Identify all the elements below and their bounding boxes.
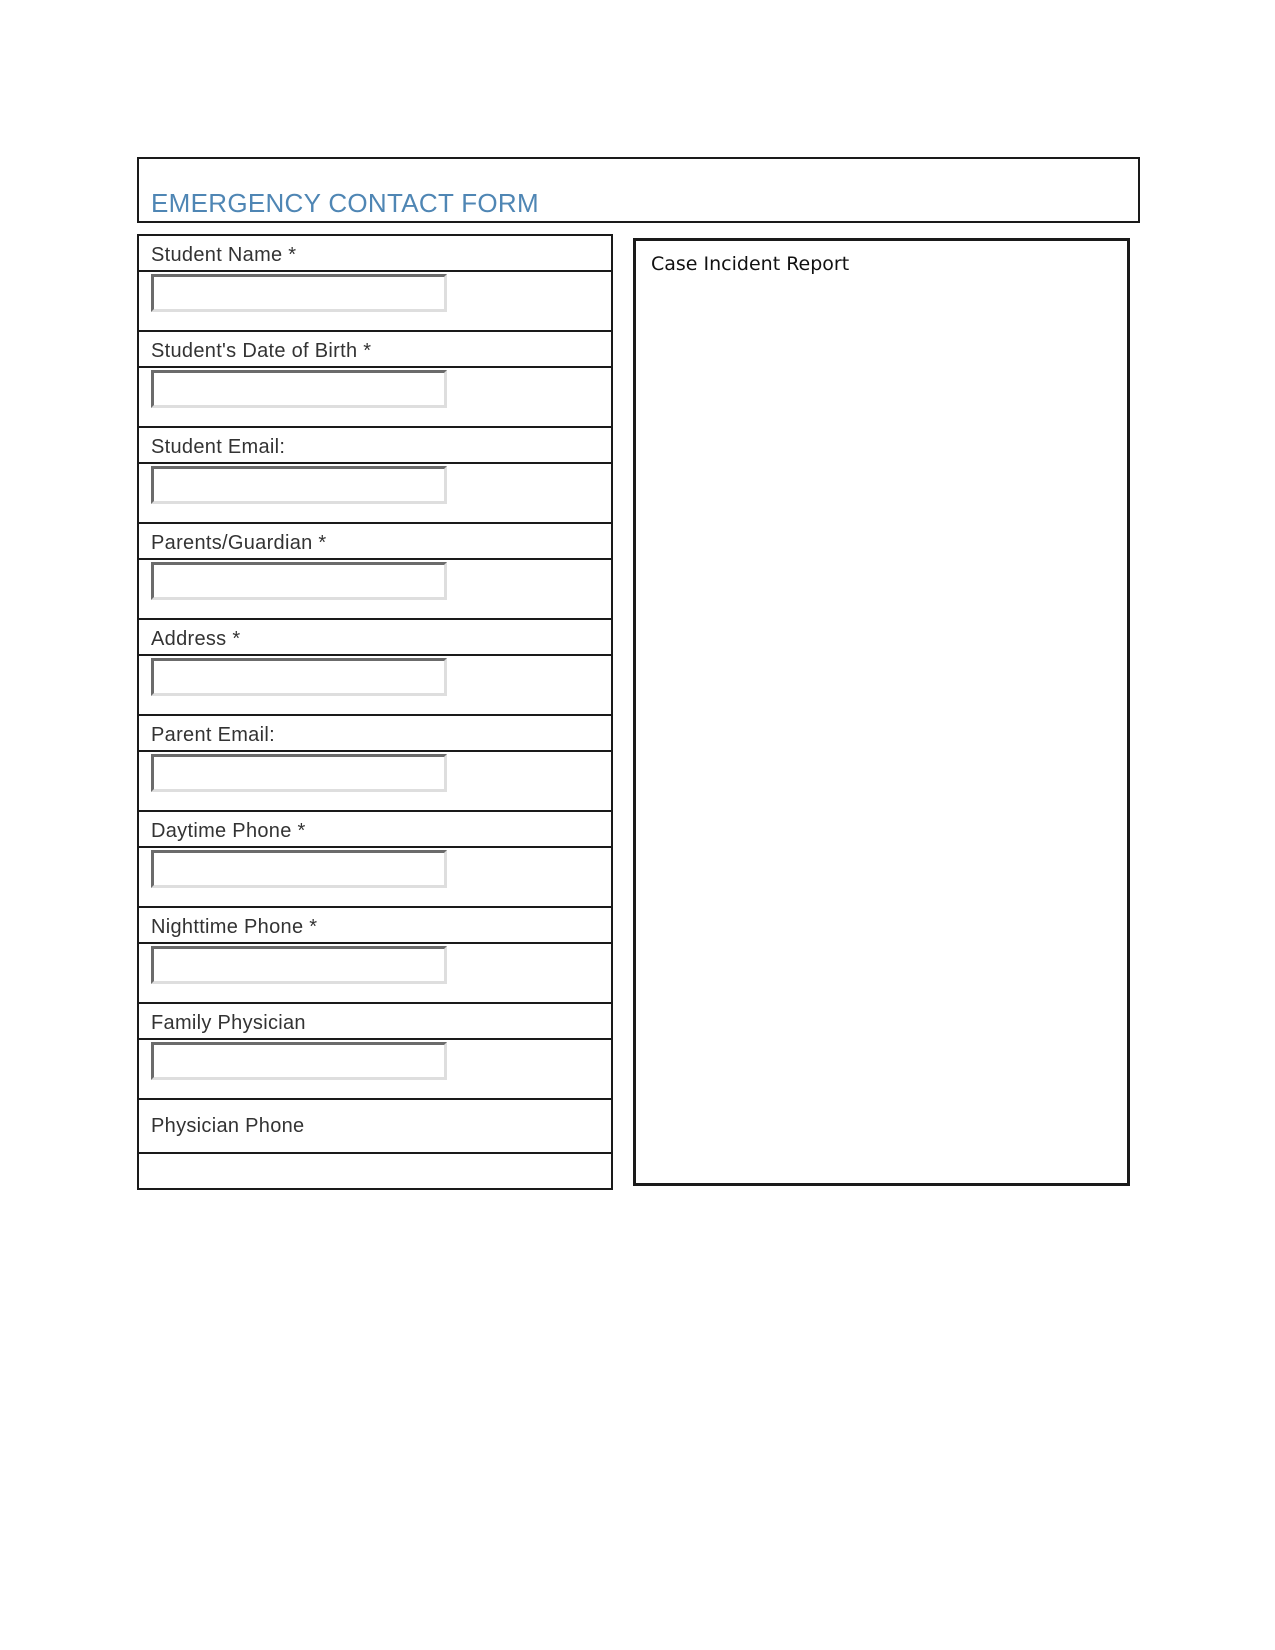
field-label-row-parent-email xyxy=(138,715,612,751)
address-label: Address * xyxy=(138,619,612,655)
field-label-row-address xyxy=(138,619,612,655)
student-email-label: Student Email: xyxy=(138,427,612,463)
daytime-phone-input[interactable] xyxy=(151,850,447,888)
parent-email-label: Parent Email: xyxy=(138,715,612,751)
field-label-row-student-email xyxy=(138,427,612,463)
student-name-label: Student Name * xyxy=(138,235,612,271)
nighttime-phone-input[interactable] xyxy=(151,946,447,984)
parents-guardian-input[interactable] xyxy=(151,562,447,600)
field-input-row-student-name xyxy=(138,271,612,331)
physician-phone-cell[interactable] xyxy=(138,1153,612,1189)
daytime-phone-label: Daytime Phone * xyxy=(138,811,612,847)
field-label-row-nighttime-phone xyxy=(138,907,612,943)
form-title: EMERGENCY CONTACT FORM xyxy=(151,188,539,218)
field-input-row-student-dob xyxy=(138,367,612,427)
field-label-row-parents-guardian xyxy=(138,523,612,559)
student-email-input[interactable] xyxy=(151,466,447,504)
family-physician-input[interactable] xyxy=(151,1042,447,1080)
field-input-row-parents-guardian xyxy=(138,559,612,619)
field-input-row-student-email xyxy=(138,463,612,523)
field-label-row-family-physician xyxy=(138,1003,612,1039)
field-input-row-daytime-phone xyxy=(138,847,612,907)
field-input-row-physician-phone xyxy=(138,1153,612,1189)
address-input[interactable] xyxy=(151,658,447,696)
field-input-row-parent-email xyxy=(138,751,612,811)
field-input-row-family-physician xyxy=(138,1039,612,1099)
student-dob-label: Student's Date of Birth * xyxy=(138,331,612,367)
case-incident-report-title: Case Incident Report xyxy=(651,253,850,275)
field-label-row-student-dob xyxy=(138,331,612,367)
parents-guardian-label: Parents/Guardian * xyxy=(138,523,612,559)
field-label-row-student-name xyxy=(138,235,612,271)
emergency-contact-fields-table xyxy=(137,234,613,1190)
field-label-row-physician-phone xyxy=(138,1099,612,1153)
field-input-row-nighttime-phone xyxy=(138,943,612,1003)
case-incident-report-box[interactable] xyxy=(633,238,1130,1186)
nighttime-phone-label: Nighttime Phone * xyxy=(138,907,612,943)
student-name-input[interactable] xyxy=(151,274,447,312)
field-input-row-address xyxy=(138,655,612,715)
physician-phone-label: Physician Phone xyxy=(138,1099,612,1153)
student-dob-input[interactable] xyxy=(151,370,447,408)
field-label-row-daytime-phone xyxy=(138,811,612,847)
form-title-box xyxy=(137,157,1140,223)
parent-email-input[interactable] xyxy=(151,754,447,792)
family-physician-label: Family Physician xyxy=(138,1003,612,1039)
